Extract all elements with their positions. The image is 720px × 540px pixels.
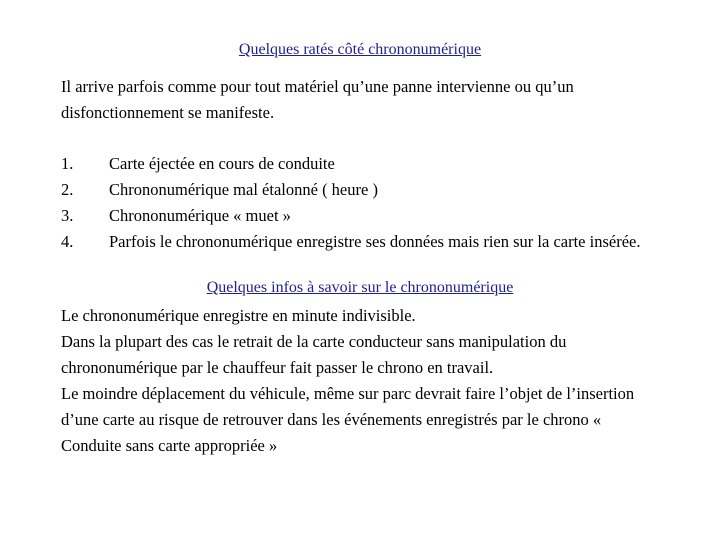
list-item-text: Chrononumérique mal étalonné ( heure ) — [109, 180, 378, 199]
list-item — [61, 229, 661, 255]
info-line: Dans la plupart des cas le retrait de la carte conducteur sans manipulation du chrononumérique par le chauffeur fait passer le chrono en travail. — [61, 332, 567, 377]
section-title-info — [0, 279, 720, 297]
section-title-failures-text: Quelques ratés côté chrononumérique — [238, 41, 482, 58]
list-item-text: Carte éjectée en cours de conduite — [109, 154, 335, 173]
failure-list — [61, 151, 661, 255]
list-item — [61, 203, 661, 229]
list-item-number: 4. — [61, 232, 74, 251]
list-item-text: Chrononumérique « muet » — [109, 206, 291, 225]
list-item-number: 3. — [61, 206, 74, 225]
info-line: Le moindre déplacement du véhicule, même sur parc devrait faire l’objet de l’insertion d’une carte au risque de retrouver dans les événements enregistrés par le chrono « Conduite sans carte appropriée » — [61, 384, 635, 455]
list-item-number: 2. — [61, 180, 74, 199]
section-title-failures — [0, 41, 720, 59]
list-item — [61, 177, 661, 203]
intro-paragraph: Il arrive parfois comme pour tout matériel qu’une panne intervienne ou qu’un disfonctionnement se manifeste. — [61, 77, 574, 122]
list-item-text: Parfois le chrononumérique enregistre ses données mais rien sur la carte insérée. — [109, 232, 641, 251]
list-item — [61, 151, 661, 177]
section-title-info-text: Quelques infos à savoir sur le chrononumérique — [206, 279, 514, 296]
list-item-number: 1. — [61, 154, 74, 173]
info-line: Le chrononumérique enregistre en minute indivisible. — [61, 306, 416, 325]
info-paragraph — [61, 303, 661, 459]
